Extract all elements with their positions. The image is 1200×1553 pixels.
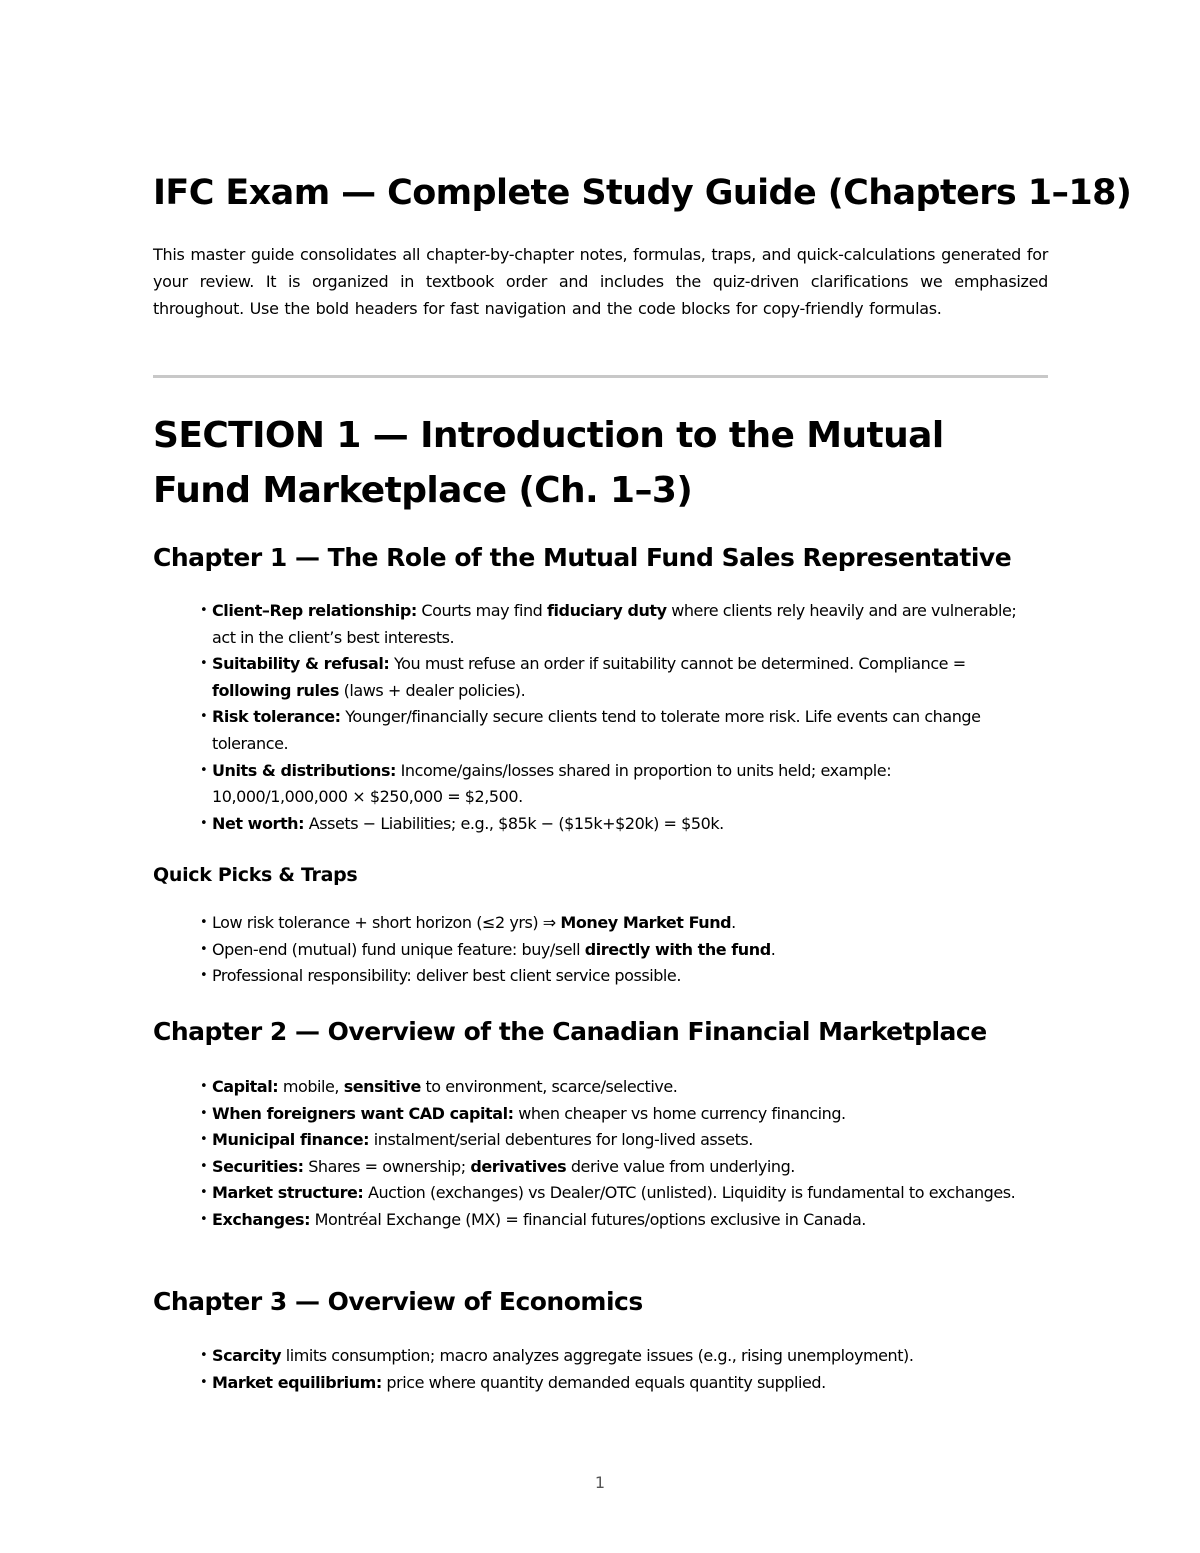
bullet-emphasis: following rules xyxy=(212,680,339,700)
bullet-lead: Municipal finance: xyxy=(212,1130,370,1150)
bullet-text: instalment/serial debentures for long-lived assets. xyxy=(369,1130,753,1150)
chapter-1-bullet-list xyxy=(200,598,1030,837)
quick-picks-heading: Quick Picks & Traps xyxy=(153,864,358,886)
list-item xyxy=(200,910,1030,937)
intro-paragraph: This master guide consolidates all chapter-by-chapter notes, formulas, traps, and quick-calculations generated for your review. It is organized in textbook order and includes the quiz-driven clarifications we emphasized throughout. Use the bold headers for fast navigation and the code blocks for copy-friendly formulas. xyxy=(153,245,1048,318)
bullet-text: to environment, scarce/selective. xyxy=(420,1077,678,1096)
bullet-emphasis: fiduciary duty xyxy=(547,601,667,620)
bullet-text: where clients rely heavily and are vulnerable; act in the client’s best interests. xyxy=(212,601,1017,647)
bullet-emphasis: derivatives xyxy=(470,1156,567,1176)
bullet-lead: Exchanges: xyxy=(212,1209,311,1229)
bullet-text: limits consumption; macro analyzes aggregate issues (e.g., rising unemployment). xyxy=(281,1346,914,1365)
quick-picks-bullet-list xyxy=(200,910,1030,990)
list-item xyxy=(200,758,1030,811)
bullet-text: (laws + dealer policies). xyxy=(339,680,526,700)
bullet-text: Assets − Liabilities; e.g., $85k − ($15k+$20k) = $50k. xyxy=(304,813,724,833)
chapter-3-bullet-list xyxy=(200,1343,1030,1396)
bullet-text: Montréal Exchange (MX) = financial futures/options exclusive in Canada. xyxy=(310,1209,866,1229)
list-item xyxy=(200,1180,1030,1207)
bullet-lead: Risk tolerance: xyxy=(212,707,341,727)
bullet-text: when cheaper vs home currency financing. xyxy=(513,1103,846,1123)
bullet-text: Courts may find xyxy=(416,601,548,620)
bullet-text: Low risk tolerance + short horizon (≤2 yrs) ⇒ xyxy=(212,913,561,932)
list-item xyxy=(200,1127,1030,1154)
bullet-text: Professional responsibility: deliver best client service possible. xyxy=(212,966,681,986)
list-item xyxy=(200,1343,1030,1370)
bullet-lead: When foreigners want CAD capital: xyxy=(212,1103,514,1123)
bullet-text: . xyxy=(770,939,776,959)
bullet-text: Shares = ownership; xyxy=(303,1156,471,1176)
section-1-title: SECTION 1 — Introduction to the Mutual Fund Marketplace (Ch. 1–3) xyxy=(153,415,944,511)
bullet-text: derive value from underlying. xyxy=(566,1156,795,1176)
bullet-emphasis: sensitive xyxy=(343,1077,421,1096)
page-number: 1 xyxy=(594,1473,606,1492)
bullet-lead: Market structure: xyxy=(212,1183,364,1203)
bullet-emphasis: directly with the fund xyxy=(584,939,771,959)
bullet-lead: Market equilibrium: xyxy=(212,1372,382,1392)
bullet-lead: Client–Rep relationship: xyxy=(212,601,417,620)
bullet-text: mobile, xyxy=(278,1077,344,1096)
bullet-lead: Scarcity xyxy=(212,1346,282,1365)
list-item xyxy=(200,704,1030,757)
document-title: IFC Exam — Complete Study Guide (Chapters 1–18) xyxy=(153,173,1132,213)
chapter-2-heading: Chapter 2 — Overview of the Canadian Financial Marketplace xyxy=(153,1017,987,1046)
list-item xyxy=(200,1074,1030,1101)
horizontal-divider xyxy=(153,375,1048,378)
list-item xyxy=(200,1154,1030,1181)
chapter-2-bullet-list xyxy=(200,1074,1030,1234)
bullet-text: price where quantity demanded equals quantity supplied. xyxy=(381,1372,826,1392)
list-item xyxy=(200,1370,1030,1397)
chapter-1-heading: Chapter 1 — The Role of the Mutual Fund Sales Representative xyxy=(153,543,1012,572)
bullet-text: Auction (exchanges) vs Dealer/OTC (unlisted). Liquidity is fundamental to exchanges. xyxy=(363,1183,1016,1203)
list-item xyxy=(200,963,1030,990)
bullet-text: You must refuse an order if suitability cannot be determined. Compliance = xyxy=(389,654,966,674)
list-item xyxy=(200,937,1030,964)
bullet-text: Younger/financially secure clients tend to tolerate more risk. Life events can change tolerance. xyxy=(212,707,981,753)
list-item xyxy=(200,651,1030,704)
list-item xyxy=(200,598,1030,651)
bullet-lead: Suitability & refusal: xyxy=(212,654,390,674)
bullet-text: . xyxy=(731,913,736,932)
bullet-emphasis: Money Market Fund xyxy=(560,913,732,932)
bullet-lead: Capital: xyxy=(212,1077,279,1096)
bullet-text: Open-end (mutual) fund unique feature: buy/sell xyxy=(212,939,585,959)
list-item xyxy=(200,1207,1030,1234)
list-item xyxy=(200,1101,1030,1128)
chapter-3-heading: Chapter 3 — Overview of Economics xyxy=(153,1287,643,1316)
list-item xyxy=(200,811,1030,838)
bullet-lead: Securities: xyxy=(212,1156,304,1176)
bullet-text: Income/gains/losses shared in proportion to units held; example: 10,000/1,000,000 × $250,000 = $2,500. xyxy=(212,760,892,807)
bullet-lead: Units & distributions: xyxy=(212,760,396,780)
bullet-lead: Net worth: xyxy=(212,813,305,833)
